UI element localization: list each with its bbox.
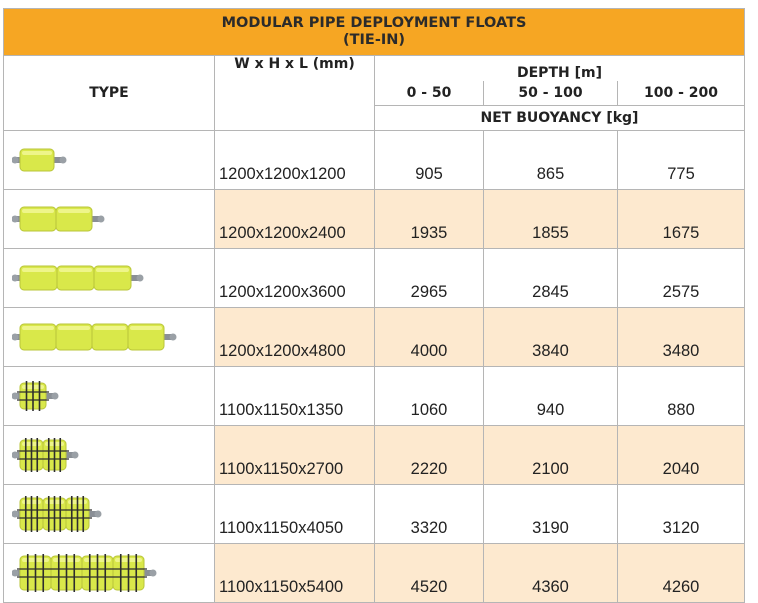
depth-range-50-100: 50 - 100 [484, 81, 618, 106]
buoyancy-100-200-cell: 3480 [618, 308, 745, 367]
table-row [4, 308, 745, 367]
buoyancy-0-50-cell: 4520 [375, 544, 484, 603]
float-type-cell [4, 426, 215, 485]
buoyancy-0-50-cell: 2965 [375, 249, 484, 308]
three-module-float-icon [12, 254, 192, 302]
buoyancy-0-50-cell: 1060 [375, 367, 484, 426]
title-line-2: (TIE-IN) [343, 32, 405, 48]
dimensions-cell: 1200x1200x3600 [215, 249, 375, 308]
depth-range-0-50: 0 - 50 [375, 81, 484, 106]
table-row [4, 190, 745, 249]
buoyancy-0-50-cell: 2220 [375, 426, 484, 485]
float-type-cell [4, 131, 215, 190]
dimensions-cell: 1100x1150x5400 [215, 544, 375, 603]
title-line-1: MODULAR PIPE DEPLOYMENT FLOATS [221, 15, 527, 31]
buoyancy-0-50-cell: 905 [375, 131, 484, 190]
buoyancy-100-200-cell: 2575 [618, 249, 745, 308]
dimensions-cell: 1200x1200x1200 [215, 131, 375, 190]
table-title [4, 9, 745, 56]
float-type-cell [4, 367, 215, 426]
table-row [4, 485, 745, 544]
table-row [4, 367, 745, 426]
table-row [4, 249, 745, 308]
banded-double-float-icon [12, 431, 192, 479]
float-type-cell [4, 485, 215, 544]
dimensions-cell: 1100x1150x4050 [215, 485, 375, 544]
buoyancy-50-100-cell: 2100 [484, 426, 618, 485]
banded-triple-float-icon [12, 490, 192, 538]
buoyancy-100-200-cell: 775 [618, 131, 745, 190]
dimensions-cell: 1200x1200x4800 [215, 308, 375, 367]
four-module-float-icon [12, 313, 192, 361]
type-header: TYPE [4, 56, 215, 131]
dimensions-cell: 1200x1200x2400 [215, 190, 375, 249]
depth-header: DEPTH [m] [375, 56, 745, 82]
dimensions-cell: 1100x1150x1350 [215, 367, 375, 426]
buoyancy-100-200-cell: 2040 [618, 426, 745, 485]
table-row [4, 131, 745, 190]
buoyancy-100-200-cell: 4260 [618, 544, 745, 603]
float-type-cell [4, 249, 215, 308]
table-row [4, 544, 745, 603]
buoyancy-100-200-cell: 1675 [618, 190, 745, 249]
buoyancy-50-100-cell: 3840 [484, 308, 618, 367]
buoyancy-0-50-cell: 1935 [375, 190, 484, 249]
title-row [4, 9, 745, 56]
single-module-float-icon [12, 136, 192, 184]
table-body [4, 131, 745, 603]
dimensions-cell: 1100x1150x2700 [215, 426, 375, 485]
table-row [4, 426, 745, 485]
buoyancy-50-100-cell: 1855 [484, 190, 618, 249]
dimensions-header: W x H x L (mm) [215, 56, 375, 131]
buoyancy-50-100-cell: 940 [484, 367, 618, 426]
buoyancy-50-100-cell: 3190 [484, 485, 618, 544]
buoyancy-50-100-cell: 4360 [484, 544, 618, 603]
banded-single-float-icon [12, 372, 192, 420]
two-module-float-icon [12, 195, 192, 243]
float-type-cell [4, 308, 215, 367]
header-row-depth [4, 56, 745, 82]
buoyancy-100-200-cell: 880 [618, 367, 745, 426]
buoyancy-table [3, 8, 745, 603]
buoyancy-100-200-cell: 3120 [618, 485, 745, 544]
buoyancy-50-100-cell: 2845 [484, 249, 618, 308]
float-type-cell [4, 190, 215, 249]
buoyancy-0-50-cell: 3320 [375, 485, 484, 544]
buoyancy-0-50-cell: 4000 [375, 308, 484, 367]
float-type-cell [4, 544, 215, 603]
banded-quad-float-icon [12, 549, 192, 597]
buoyancy-50-100-cell: 865 [484, 131, 618, 190]
depth-range-100-200: 100 - 200 [618, 81, 745, 106]
net-buoyancy-header: NET BUOYANCY [kg] [375, 106, 745, 131]
